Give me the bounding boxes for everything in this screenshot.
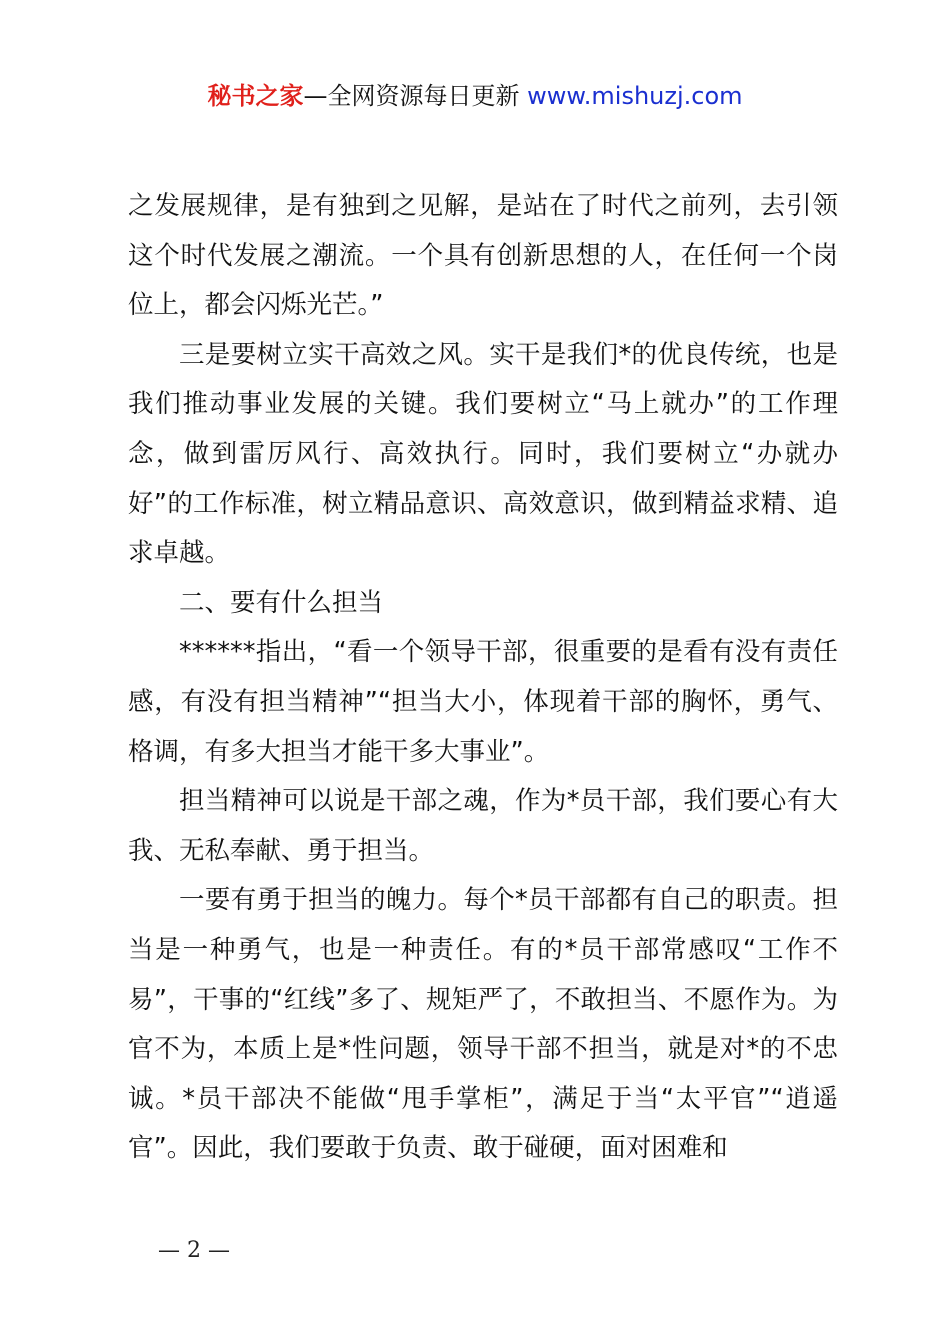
- header-site-link[interactable]: www.mishuzj.com: [527, 82, 743, 110]
- paragraph: 担当精神可以说是干部之魂，作为*员干部，我们要心有大我、无私奉献、勇于担当。: [128, 786, 838, 866]
- document-body: [128, 182, 838, 1174]
- header-tagline: —全网资源每日更新: [303, 82, 528, 110]
- paragraph: 一要有勇于担当的魄力。每个*员干部都有自己的职责。担当是一种勇气，也是一种责任。有的*员干部常感叹“工作不易”，干事的“红线”多了、规矩严了，不敢担当、不愿作为。为官不为，本质上是*性问题，领导干部不担当，就是对*的不忠诚。*员干部决不能做“甩手掌柜”，满足于当“太平官”“逍遥官”。因此，我们要敢于负责、敢于碰硬，面对困难和: [128, 885, 838, 1164]
- paragraph: 之发展规律，是有独到之见解，是站在了时代之前列，去引领这个时代发展之潮流。一个具有创新思想的人，在任何一个岗位上，都会闪烁光芒。”: [128, 191, 838, 321]
- page-header: [0, 80, 950, 112]
- paragraph: 三是要树立实干高效之风。实干是我们*的优良传统，也是我们推动事业发展的关键。我们要树立“马上就办”的工作理念，做到雷厉风行、高效执行。同时，我们要树立“办就办好”的工作标准，树立精品意识、高效意识，做到精益求精、追求卓越。: [128, 339, 838, 569]
- section-heading: 二、要有什么担当: [179, 587, 384, 618]
- header-brand: 秘书之家: [207, 82, 304, 110]
- page-number: — 2 —: [158, 1238, 230, 1263]
- paragraph: ******指出，“看一个领导干部，很重要的是看有没有责任感，有没有担当精神”“担当大小，体现着干部的胸怀，勇气、格调，有多大担当才能干多大事业”。: [128, 637, 838, 767]
